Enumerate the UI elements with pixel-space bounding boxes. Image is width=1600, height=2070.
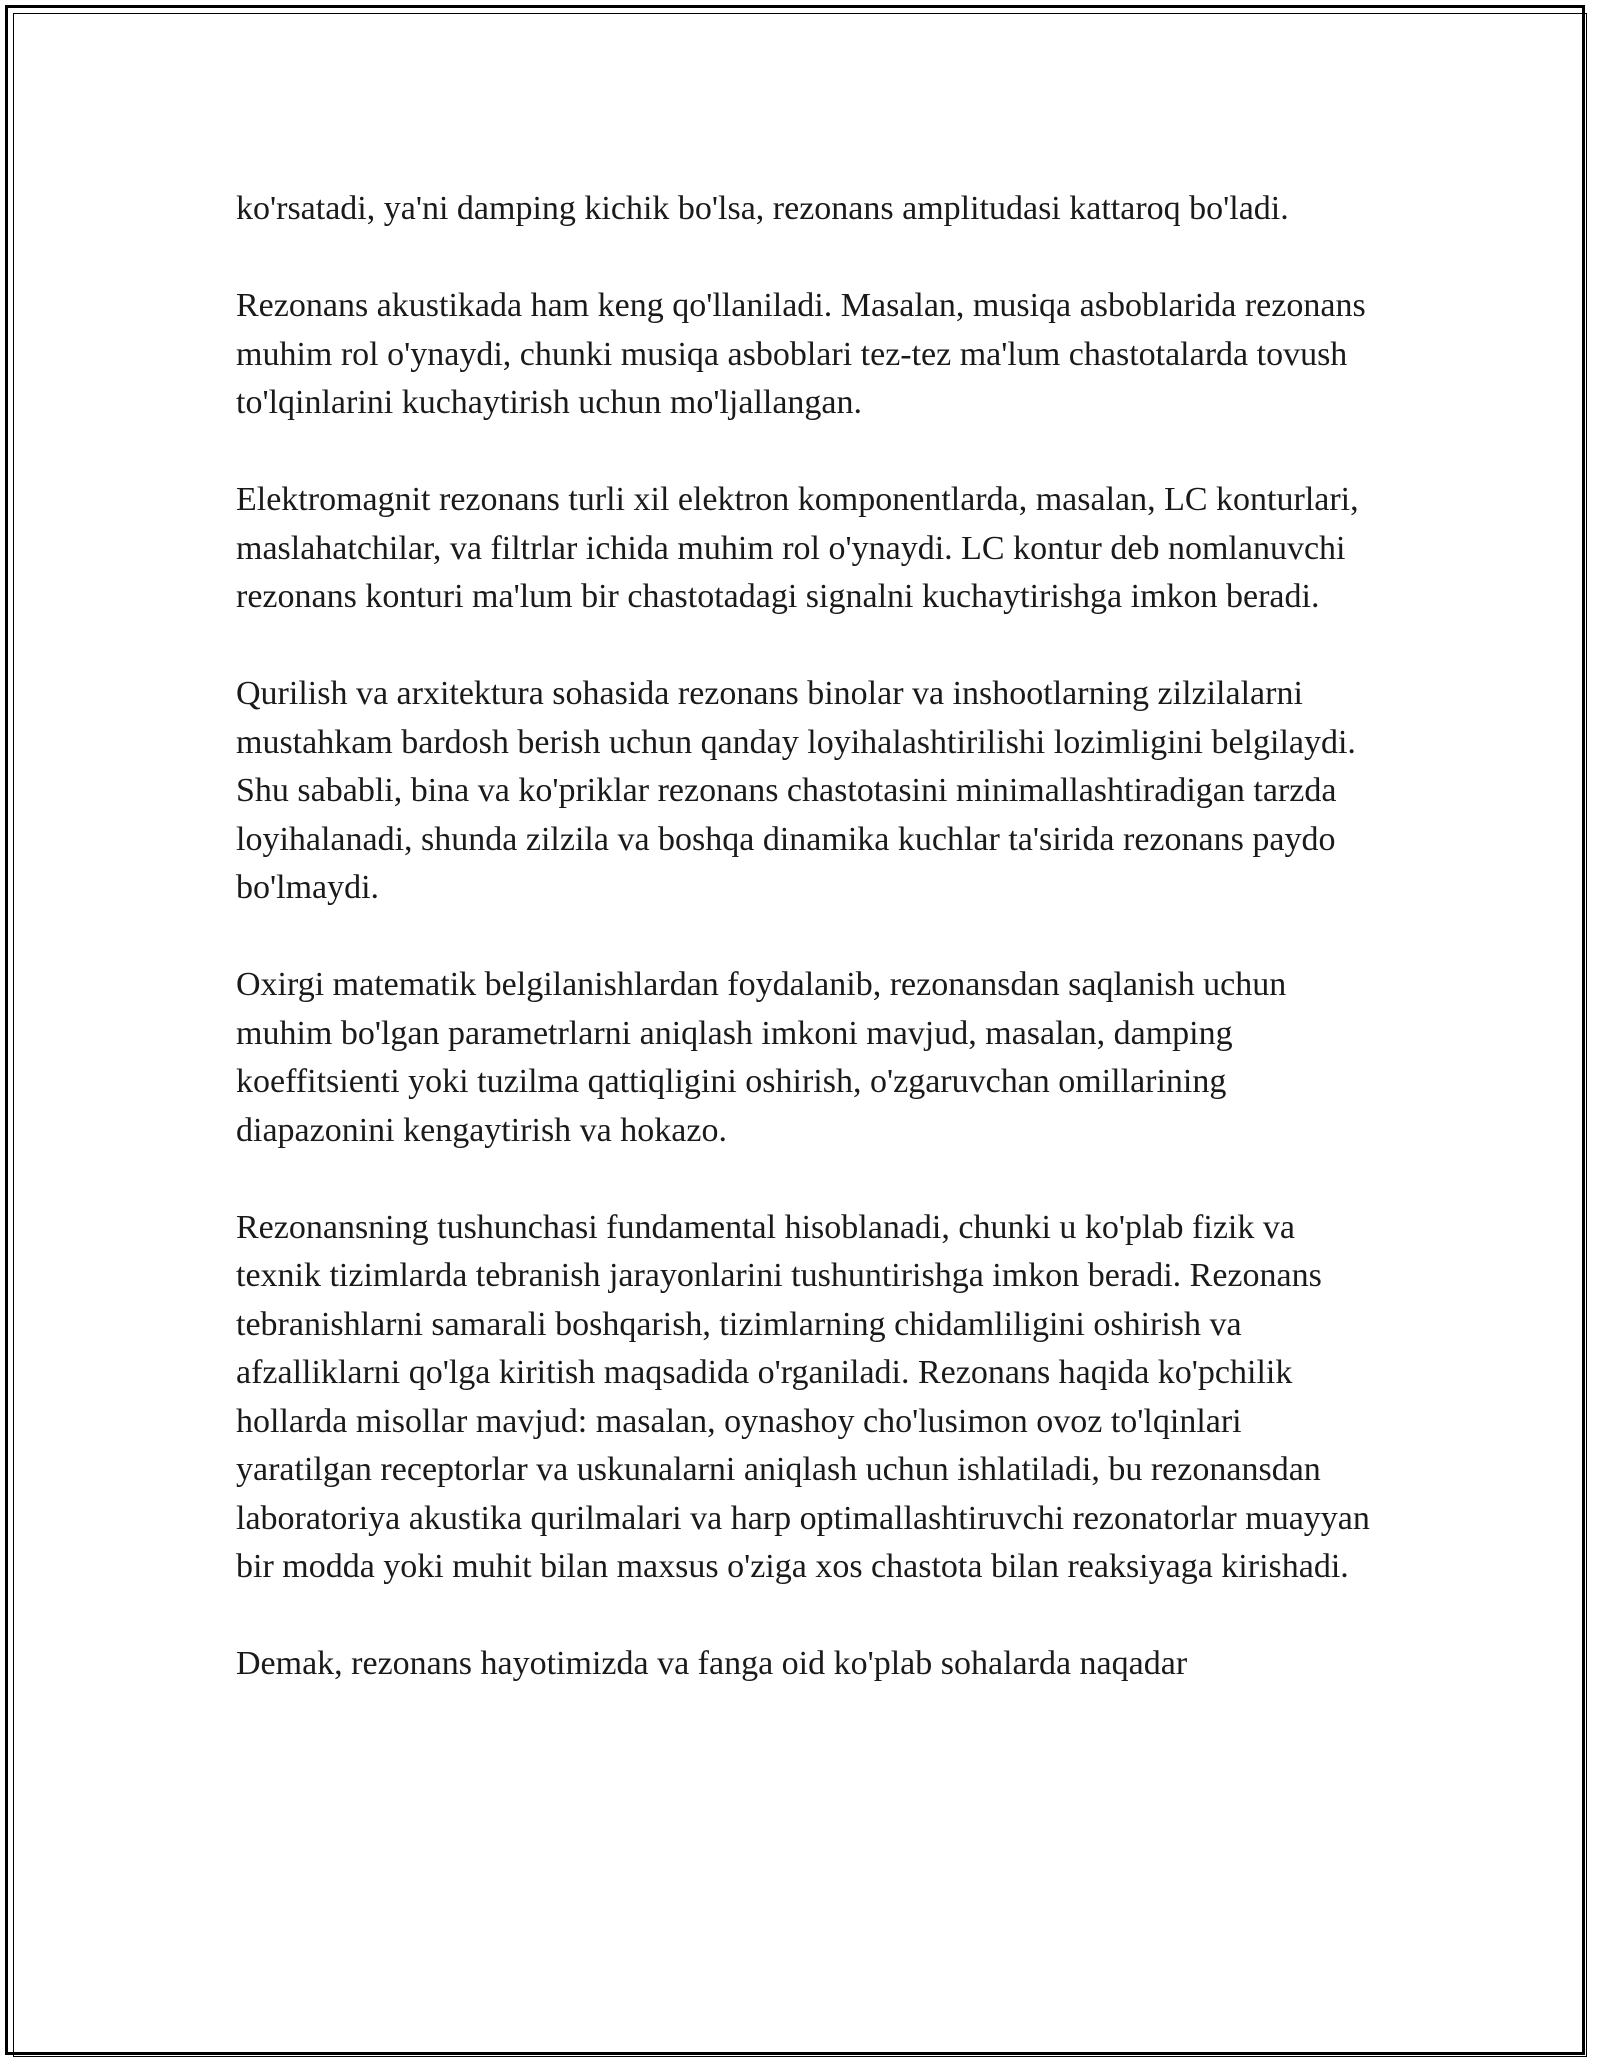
paragraph-4: Qurilish va arxitektura sohasida rezonans binolar va inshootlarning zilzilalarni mustahkam bardosh berish uchun qanday loyihalashtirilishi lozimligini belgilaydi. Shu sababli, bina va ko'priklar rezonans chastotasini minimallashtiradigan tarzda loyihalanadi, shunda zilzila va boshqa dinamika kuchlar ta'sirida rezonans paydo bo'lmaydi. bbox=[236, 675, 1356, 906]
paragraph-7: Demak, rezonans hayotimizda va fanga oid ko'plab sohalarda naqadar bbox=[236, 1645, 1188, 1682]
paragraph-3: Elektromagnit rezonans turli xil elektron komponentlarda, masalan, LC konturlari, maslahatchilar, va filtrlar ichida muhim rol o'ynaydi. LC kontur deb nomlanuvchi rezonans konturi ma'lum bir chastotadagi signalni kuchaytirishga imkon beradi. bbox=[236, 481, 1359, 615]
paragraph-5: Oxirgi matematik belgilanishlardan foydalanib, rezonansdan saqlanish uchun muhim bo'lgan parametrlarni aniqlash imkoni mavjud, masalan, damping koeffitsienti yoki tuzilma qattiqligini oshirish, o'zgaruvchan omillarining diapazonini kengaytirish va hokazo. bbox=[236, 966, 1287, 1149]
paragraph-6: Rezonansning tushunchasi fundamental hisoblanadi, chunki u ko'plab fizik va texnik tizimlarda tebranish jarayonlarini tushuntirishga imkon beradi. Rezonans tebranishlarni samarali boshqarish, tizimlarning chidamliligini oshirish va afzalliklarni qo'lga kiritish maqsadida o'rganiladi. Rezonans haqida ko'pchilik hollarda misollar mavjud: masalan, oynashoy cho'lusimon ovoz to'lqinlari yaratilgan receptorlar va uskunalarni aniqlash uchun ishlatiladi, bu rezonansdan laboratoriya akustika qurilmalari va harp optimallashtiruvchi rezonatorlar muayyan bir modda yoki muhit bilan maxsus o'ziga xos chastota bilan reaksiyaga kirishadi. bbox=[236, 1208, 1370, 1585]
document-body bbox=[236, 185, 1376, 1689]
paragraph-1: ko'rsatadi, ya'ni damping kichik bo'lsa, rezonans amplitudasi kattaroq bo'ladi. bbox=[236, 190, 1289, 227]
paragraph-2: Rezonans akustikada ham keng qo'llaniladi. Masalan, musiqa asboblarida rezonans muhim rol o'ynaydi, chunki musiqa asboblari tez-tez ma'lum chastotalarda tovush to'lqinlarini kuchaytirish uchun mo'ljallangan. bbox=[236, 287, 1366, 421]
